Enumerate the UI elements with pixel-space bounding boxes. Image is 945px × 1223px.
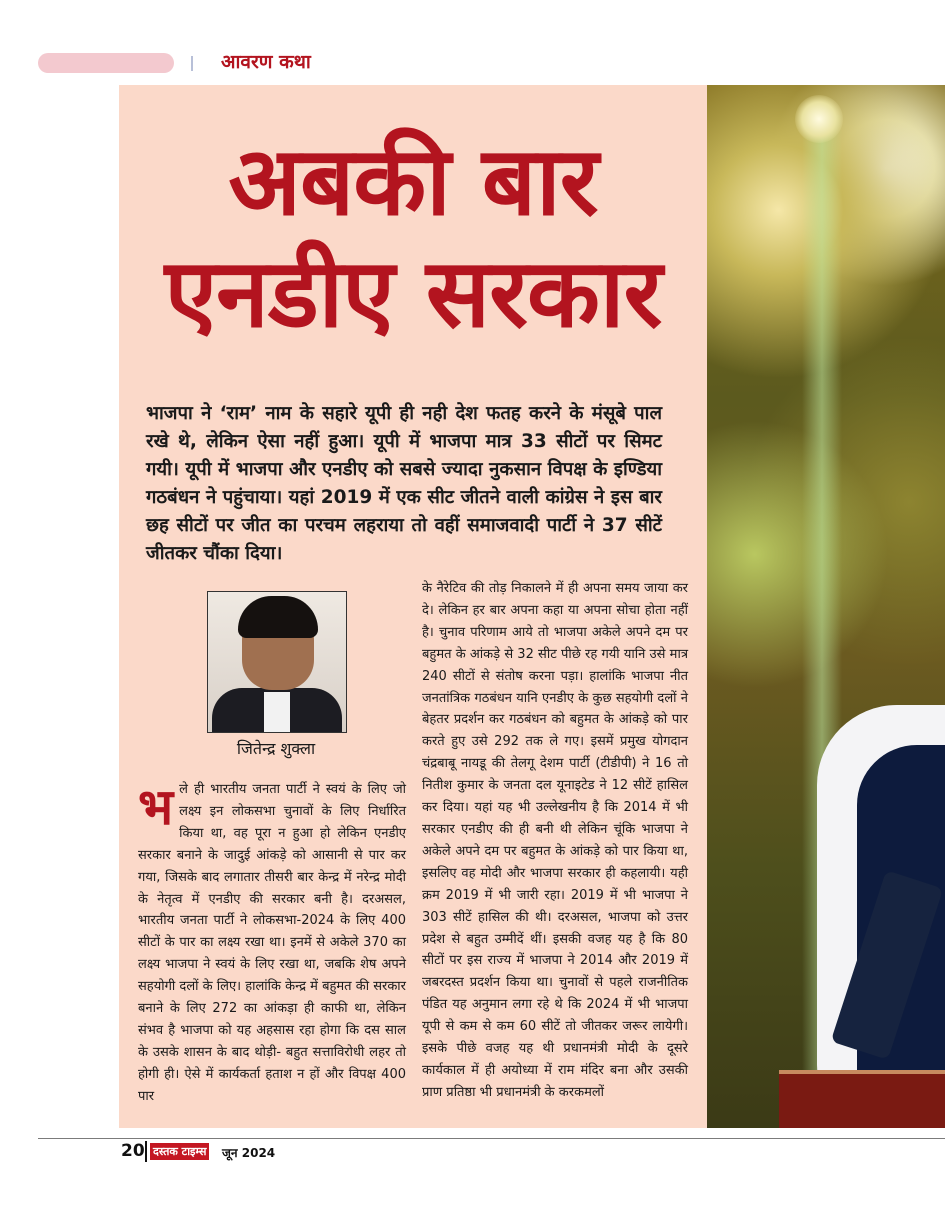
magazine-logo: दस्तक टाइम्स <box>150 1143 209 1160</box>
drop-cap: भ <box>138 777 174 836</box>
author-hair <box>238 596 318 638</box>
column-2-text: के नैरेटिव की तोड़ निकालने में ही अपना समय जाया कर दे। लेकिन हर बार अपना कहा या अपना सोचा होता नहीं है। चुनाव परिणाम आये तो भाजपा अकेले अपने दम पर बहुमत के आंकड़े से 32 सीट पीछे रह गयी यानि उसे मात्र 240 सीटों से संतोष करना पड़ा। हालांकि भाजपा नीत जनतांत्रिक गठबंधन यानि एनडीए के कुछ सहयोगी दलों ने बेहतर प्रदर्शन कर गठबंधन को बहुमत के आंकड़े को पार करते हुए उसे 292 तक ले गए। इसमें प्रमुख योगदान चंद्रबाबू नायडू की तेलगू देशम पार्टी (टीडीपी) ने 16 तो नितीश कुमार के जनता दल यूनाइटेड ने 12 सीटें हासिल कर दिया। यहां यह भी उल्लेखनीय है कि 2014 में भी सरकार एनडीए की ही बनी थी लेकिन चूंकि भाजपा ने अकेले अपने दम पर बहुमत के आंकड़े को पार किया था, इसलिए वह मोदी और भाजपा सरकार ही कहलायी। यही क्रम 2019 में भी जारी रहा। 2019 में भी भाजपा ने 303 सीटें हासिल की थी। दरअसल, भाजपा को उत्तर प्रदेश से बहुत उम्मीदें थीं। इसकी वजह यह है कि 80 सीटों पर इस राज्य में भाजपा ने 2014 और 2019 में जबरदस्त प्रदर्शन किया था। चुनावों से पहले राजनीतिक पंडित यह अनुमान लगा रहे थे कि 2024 में भी भाजपा यूपी से कम से कम 60 सीटें तो जीतकर जरूर लायेगी। इसके पीछे वजह यह थी प्रधानमंत्री मोदी के दूसरे कार्यकाल में ही अयोध्या में राम मंदिर बना और उसकी प्राण प्रतिष्ठा भी प्रधानमंत्री के करकमलों <box>422 581 688 1100</box>
author-name: जितेन्द्र शुक्ला <box>236 739 316 758</box>
intro-paragraph: भाजपा ने ‘राम’ नाम के सहारे यूपी ही नही देश फतह करने के मंसूबे पाल रखे थे, लेकिन ऐसा नहीं हुआ। यूपी में भाजपा मात्र 33 सीटों पर सिमट गयी। यूपी में भाजपा और एनडीए को सबसे ज्यादा नुकसान विपक्ष के इण्डिया गठबंधन ने पहुंचाया। यहां 2019 में एक सीट जीतने वाली कांग्रेस ने इस बार छह सीटों पर जीत का परचम लहराया तो वहीं समाजवादी पार्टी ने 37 सीटें जीतकर चौंका दिया। <box>146 403 662 564</box>
headline <box>119 126 707 350</box>
light-bulb <box>795 95 843 143</box>
footer-rule <box>38 1138 945 1139</box>
footer-separator <box>145 1141 147 1162</box>
article-column-2 <box>422 578 688 1104</box>
page-number: 20 <box>121 1141 145 1161</box>
header-separator <box>191 56 193 71</box>
header-pill-decoration <box>38 53 174 73</box>
author-shirt <box>264 692 290 732</box>
headline-line-2: एनडीए सरकार <box>164 238 662 350</box>
cover-photo <box>707 85 945 1128</box>
podium <box>779 1070 945 1128</box>
section-label: आवरण कथा <box>221 51 311 73</box>
article-column-1 <box>138 779 406 1108</box>
issue-date: जून 2024 <box>222 1146 276 1160</box>
headline-line-1: अबकी बार <box>228 126 598 237</box>
column-1-text: ले ही भारतीय जनता पार्टी ने स्वयं के लिए जो लक्ष्य इन लोकसभा चुनावों के लिए निर्धारित किया था, वह पूरा न हुआ हो लेकिन एनडीए सरकार बनाने के जादुई आंकड़े को आसानी से पार कर गया, जिसके बाद लगातार तीसरी बार केन्द्र में नरेन्द्र मोदी के नेतृत्व में एनडीए की सरकार बनी है। दरअसल, भारतीय जनता पार्टी ने लोकसभा-2024 के लिए 400 सीटों के पार का लक्ष्य रखा था। इनमें से अकेले 370 का लक्ष्य भाजपा ने स्वयं के लिए रखा था, जबकि शेष अपने सहयोगी दलों के लिए। हालांकि केन्द्र में बहुमत की सरकार बनाने के लिए 272 का आंकड़ा ही काफी था, लेकिन संभव है भाजपा को यह अहसास रहा होगा कि दस साल के उसके शासन के बाद थोड़ी- बहुत सत्ताविरोधी लहर तो होगी ही। ऐसे में कार्यकर्ता हताश न हों और विपक्ष 400 पार <box>138 782 406 1104</box>
author-photo <box>207 591 347 733</box>
